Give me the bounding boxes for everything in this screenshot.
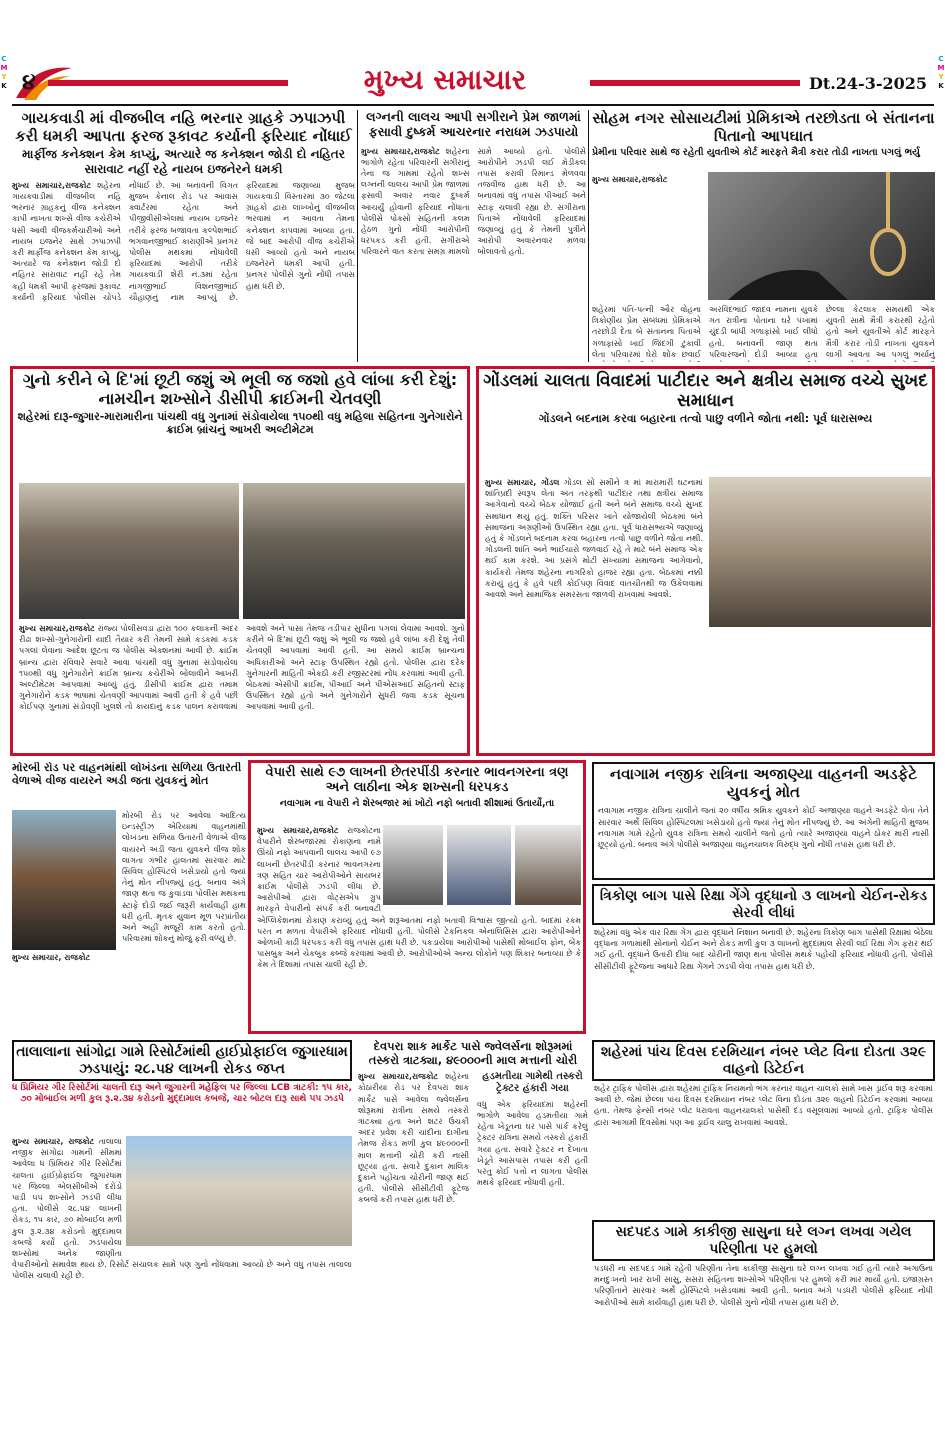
article-text: શહેરના કોઠારીયા રોડ પર દેવપરા શાક માર્કેટ પાસે આવેલા જ્વેલર્સના શોરૂમમાં રાત્રીના સમયે તસ્કરો ત્રાટક્યા હતા અને શટર ઉંચકી અંદર પ્રવેશ કરી ચાંદીના દાગીના તેમજ રોકડ મળી કુલ ૪૯૦૦૦ની માલ મત્તાની ચોરી કરી નાસી છૂટ્યા હતા. સવારે દુકાન માલિક દુકાને પહોંચતા ચોરીની જાણ થઈ હતી. પોલીસે સીસીટીવી ફૂટેજ કબજે કરી તપાસ હાથ ધરી છે. (358, 1072, 469, 1205)
subheadline: હડમતીયા ગામેથી તસ્કરો ટ્રેક્ટર હંકારી ગયા (482, 1071, 583, 1094)
article-body (592, 176, 935, 362)
article-text: રાજકોટના વેપારીને શેરબજારમાં રોકાણના નામે ઊંચો નફો આપવાની લાલચ આપી ૯૭ લાખની છેતરપીંડી કરનાર ભાવનગરના ત્રણ સહિત ચાર આરોપીઓને સાયબર ક્રાઈમ પોલીસે ઝડપી લીધા છે. આરોપીઓ દ્વારા વોટ્સએપ ગ્રુપ મારફતે વેપારીનો સંપર્ક કરી બનાવટી એપ્લિકેશનમાં રોકાણ કરાવ્યું હતું અને શરૂઆતમાં નફો બતાવી વિશ્વાસ જીત્યો હતો. બાદમાં રકમ પરત ન મળતા વેપારીએ ફરિયાદ નોંધાવી હતી. પોલીસે ટેકનિકલ એનાલિસિસ દ્વારા આરોપીઓને ઓળખી કાઢી ધરપકડ કરી વધુ તપાસ હાથ ધરી છે. પકડાયેલા આરોપીઓ પાસેથી મોબાઈલ ફોન, બેંક પાસબુક અને ચેકબુક કબ્જે કરવામાં આવી છે. આરોપીઓએ અન્ય લોકોને પણ શિકાર બનાવ્યા છે કે કેમ તે દિશામાં તપાસ ચાલી રહી છે. (257, 826, 581, 970)
article-body: પડધરી ના સદપદડ ગામે રહેતી પરિણીતા તેના કાકીજી સાસુના ઘરે લગ્ન લખવા ગઈ હતી ત્યારે અગાઉના મનદુઃખનો ખાર રાખી સાસુ, સસરા સહિતના શખ્સોએ પરિણીતા પર હુમલો કરી માર માર્યો હતો. ઇજાગ્રસ્ત પરિણીતાને સારવાર અર્થે હોસ્પિટલે ખસેડવામાં આવી હતી. બનાવ અંગે પડધરી પોલીસે ફરિયાદ નોંધી આરોપીઓ સામે કાર્યવાહી હાથ ધરી છે. પોલીસે ગુનો નોંધી તપાસ હાથ ધરી છે. (594, 1264, 933, 1307)
article-body: શહેર ટ્રાફિક પોલીસ દ્વારા શહેરમાં ટ્રાફિક નિયમનો ભંગ કરનાર વાહન ચાલકો સામે ખાસ ડ્રાઈવ શરૂ કરવામાં આવી છે. જેમાં છેલ્લા પાંચ દિવસ દરમિયાન નંબર પ્લેટ વિના દોડતા ૩૨૯ વાહનો ડિટેઈન કરવામાં આવ્યા હતા. તેમજ ફેન્સી નંબર પ્લેટ ધરાવતા વાહનચાલકો પાસેથી દંડ વસૂલવામાં આવ્યો હતો. ટ્રાફિક પોલીસ દ્વારા આગામી દિવસોમાં પણ આ ડ્રાઈવ ચાલુ રાખવામાં આવશે. (594, 1084, 933, 1127)
article-text: શહેરના ભાગોળે રહેતા પરિવારની સગીરાનું તેના જ ગામમાં રહેતો શખ્સ લગ્નની લાલચ આપી પ્રેમ જાળમાં ફસાવી અવાર નવાર દુષ્કર્મ આચર્યું હોવાની ફરિયાદ નોંધાતા પોલીસે પોક્સો સહિતની કલમ હેઠળ ગુનો નોંધી આરોપીની ધરપકડ કરી હતી. સગીરાએ પરિવારને વાત કરતા સમગ્ર મામલો સામે આવ્યો હતો. પોલીસે આરોપીને ઝડપી લઈ મેડીકલ તપાસ કરાવી રિમાન્ડ મેળવવા તજવીજ હાથ ધરી છે. આ બનાવમાં વધુ તપાસ પીઆઈ અને સ્ટાફ ચલાવી રહ્યા છે. સગીરાના પિતાએ નોંધાવેલી ફરિયાદમાં જણાવ્યું હતું કે તેમની પુત્રીને આરોપી અવારનવાર મળવા બોલાવતો હતો. (361, 146, 586, 257)
page-number: ૪ (22, 70, 36, 95)
article-body (485, 477, 931, 751)
article-text: ગોંડલ સો સમીને ત્ર માં મારામારી ઘટનામાં શાંતિપ્રદી સ્વરૂપ લેતા અંત તરફથી પાટીદાર તથા ક્ષત્રીય સમાજ આગેવાનો વચ્ચે બેઠક યોજાઈ હતી અને બંને સમાજ વચ્ચે સુખદ સમાધાન થયું હતું. શક્તિ પરિસર ખાતે યોજાયેલી બેઠકમાં બંને સમાજના અગ્રણીઓ ઉપસ્થિત રહ્યા હતા. પૂર્વ ધારાસભ્યએ જણાવ્યું હતું કે ગોંડલને બદનામ કરવા બહારના તત્વો પાછુ વળીને જોતા નથી. ગોંડલની શાંતિ અને ભાઈચારો જળવાઈ રહે તે માટે બંને સમાજ એક થઈ કામ કરશે. આ પ્રસંગે મોટી સંખ્યામાં સમાજના આગેવાનો, કાર્યકરો તેમજ શહેરના નાગરિકો હાજર રહ્યા હતા. બેઠકમાં નક્કી કરાયું હતું કે હવે પછી કોઈપણ વિવાદ વાતચીતથી જ ઉકેલવામાં આવશે અને સામાજિક સમરસતા જાળવી રાખવામાં આવશે. (485, 478, 703, 600)
story-minor-assault (361, 110, 586, 362)
reg-mark: K (938, 82, 944, 90)
reg-mark: Y (1, 73, 7, 81)
article-body (12, 1136, 352, 1402)
victim-photo (12, 810, 116, 950)
story-sadpadad-attack (592, 1220, 935, 1400)
story-97-lakh-fraud (248, 760, 586, 1034)
story-electricity-bill (12, 110, 355, 362)
reg-marks-left (0, 55, 8, 91)
article-text: શહેરમાં પતિ-પત્ની ઔર વોહના ત્રિકોણીય પ્રેમ સંબંધમાં પ્રેમિકાએ તરછોડી દેતા બે સંતાનના પિતાએ ગળાફાંસો ખાઈ જિંદગી ટુંકાવી લેતા પરિવારમાં ઘેરો શોક છવાઈ અરવિંદભાઈ જાદવ નામના યુવકે ગત રાત્રીના પોતાના ઘરે પંખામાં ચુંદડી બાંધી ગળાફાંસો ખાઈ લીધો હતો. બનાવની જાણ થતા પરિવારજનો દોડી આવ્યા હતા છેલ્લા કેટલાક સમયથી એક યુવતી સાથે મૈત્રી કરારથી રહેતો હતો અને યુવતીએ કોર્ટ મારફતે મૈત્રી કરાર તોડી નાખતા યુવકને લાગી આવતા આ પગલું ભર્યાનું (592, 305, 935, 359)
reg-mark: C (1, 55, 7, 63)
dateline: મુખ્ય સમાચાર,રાજકોટ (592, 175, 668, 184)
dateline: મુખ્ય સમાચાર,રાજકોટ (19, 624, 95, 633)
masthead-stripe-left (48, 80, 288, 86)
reg-mark: K (1, 82, 7, 90)
story-trikon-baug-theft (592, 884, 935, 1036)
dateline: મુખ્ય સમાચાર,રાજકોટ (361, 146, 440, 156)
article-body (361, 146, 586, 258)
article-body: નવાગામ નજીક રાત્રિના ચાલીને જતાં ૨૦ વર્ષીય શ્રમિક યુવકને કોઈ અજાણ્યા વાહને અડફેટે લેતા તેને સારવાર અર્થે સિવિલ હોસ્પિટલમાં ખસેડાયો હતો જ્યાં તેનું મોત નીપજ્યું છે. આ અંગેની માહિતી મુજબ નવાગામ ગામે રહેતો યુવક રાત્રિના સમયે ચાલીને જતો હતો ત્યારે અજાણ્યા વાહને ઠોકર મારી નાસી છૂટ્યો હતો. બનાવ અંગે પોલીસે અજાણ્યા વાહનચાલક વિરુદ્ધ ગુનો નોંધી તપાસ હાથ ધરી છે. (598, 806, 929, 849)
article-text: વધુ એક ફરિયાદમાં શહેરની ભાગોળે આવેલા હડમતીયા ગામે રહેતા ખેડૂતના ઘર પાસે પાર્ક કરેલું ટ્રેક્ટર રાત્રિના સમયે તસ્કરો હંકારી ગયા હતા. સવારે ટ્રેક્ટર ન દેખાતા ખેડૂતે આસપાસ તપાસ કરી હતી પરંતુ કોઈ પત્તો ન લાગતા પોલીસ મથકે ફરિયાદ નોંધાવી હતી. (477, 1099, 588, 1188)
reg-marks-right (937, 55, 945, 91)
article-text: તાલાલા નજીક સાંગોદ્રા ગામની સીમમાં આવેલા ધ પ્રિમિયર ગીર રિસોર્ટમાં ચાલતા હાઈપ્રોફાઈલ જુગારધામ પર જિલ્લા એલસીબીએ દરોડો પાડી ૫૫ શખ્સોને ઝડપી લીધા હતા. પોલીસે ૨૮.૫૪ લાખની રોકડ, ૧૫ કાર, ૭૦ મોબાઈલ મળી કુલ રૂ.૨.૩૪ કરોડનો મુદ્દામાલ કબજે કર્યો હતો. ઝડપાયેલા શખ્સોમાં અનેક જાણીતા વેપારીઓનો સમાવેશ થાય છે. રિસોર્ટ સંચાલક સામે પણ ગુનો નોંધવામાં આવ્યો છે અને વધુ તપાસ તાલાલા પોલીસ ચલાવી રહી છે. (12, 1137, 352, 1281)
dateline: મુખ્ય સમાચાર, ગોંડલ (485, 478, 560, 487)
story-devpara-jewellers-theft (358, 1040, 588, 1402)
subheadline: નવાગામ ના વેપારી ને શેરબજાર માં ખોટો નફો બતાવી શીશામાં ઉતાર્યો,તા (279, 797, 555, 809)
highlight-bar: ધ પ્રિમિયર ગીર રિસોર્ટમાં ચાલતી દારૂ અને જુગારની મહેફિલ પર જિલ્લા LCB ત્રાટકી: ૧૫ કાર, ૭૦ મોબાઈલ મળી કુલ રૂ.૨.૩૪ કરોડનો મુદ્દામાલ કબજે, ચાર બોટલ દારૂ સાથે ૫૫ ઝડપે (12, 1083, 352, 1104)
headline: નવાગામ નજીક રાત્રિના અજાણ્યા વાહનની અડફેટે યુવકનું મોત (609, 765, 918, 801)
criminals-photo-right (243, 483, 465, 619)
article-body: મોરબી રોડ પર આવેલા આદિત્ય ઇન્ડસ્ટ્રીઝ એરિયામાં વાહનમાંથી લોખંડના સળિયા ઉતારતી વેળાએ વીજ વાયરને અડી જતા યુવકને વીજ શોક લાગતા ગંભીર હાલતમાં સારવાર માટે સિવિલ હોસ્પિટલે ખસેડાયો હતો જ્યાં તેનું મોત નીપજ્યું હતું. બનાવ અંગે જાણ થતા જ કુવાડવા પોલીસ મથકના સ્ટાફે દોડી જઈ જરૂરી કાર્યવાહી હાથ ધરી હતી. મૃતક યુવાન મૂળ પરપ્રાંતીય અને અહીં મજૂરી કામ કરતો હતો. પરિવારમાં શોકનું મોજું ફરી વળ્યું છે. (122, 811, 246, 944)
article-body (12, 180, 355, 303)
headline: ગાયકવાડી માં વીજબીલ નહિ ભરનાર ગ્રાહકે ઝપાઝપી કરી ધમકી આપતા ફરજ રૂકાવટ કર્યાની ફરિયાદ નોંધાઈ (15, 110, 352, 145)
subheadline: શહેરમાં દારૂ-જુગાર-મારામારીના પાંચથી વધુ ગુનામાં સંડોવાયેલા ૧૫૦થી વધુ મહિલા સહિતના ગુનેગારોને ક્રાઈમ બ્રાંચનું આખરી અલ્ટીમેટમ (17, 409, 463, 436)
story-soham-nagar-suicide (592, 110, 935, 362)
reg-mark: Y (938, 73, 944, 81)
headline: સદપદડ ગામે કાકીજી સાસુના ઘરે લગ્ન લખવા ગયેલ પરિણીતા પર હુમલો (592, 1220, 935, 1261)
photo-caption: મુખ્ય સમાચાર, રાજકોટ (12, 953, 91, 962)
headline: દેવપરા શાક માર્કેટ પાસે જ્વેલર્સના શોરૂમમાં તસ્કરો ત્રાટક્યા, ૪૯૦૦૦ની માલ મત્તાની ચોરી (368, 1040, 578, 1067)
reg-mark: C (938, 55, 944, 63)
subheadline: પ્રેમીના પરિવાર સાથે જ રહેતી યુવતીએ કોર્ટ મારફતે મૈત્રી કરાર તોડી નાખતા પગલું ભર્યુ (592, 147, 920, 159)
article-text: રાજ્ય પોલીસવડા દ્વારા ૧૦૦ કલાકની અંદર રીઢા શખ્સો-ગુનેગારોની યાદી તૈયાર કરી તેમની સામે કડકમાં કડક પગલાં લેવાના આદેશ છૂટતા જ પોલીસ એક્શનમાં આવી છે. ક્રાઈમ બ્રાન્ચ દ્વારા રવિવારે સવારે આવા પાંચથી વધુ ગુનામાં સંડોવાયેલા ૧૫૦થી વધુ ગુનેગારોને ક્રાઈમ બ્રાન્ચ કચેરીએ બોલાવીને આખરી અલ્ટીમેટમ આપવામાં આવ્યું હતું. ડીસીપી ક્રાઈમ દ્વારા તમામ ગુનેગારોને કડક ભાષામાં ચેતવણી આપવામાં આવી હતી કે હવે પછી કોઈપણ ગુનામાં સંડોવણી ખુલશે તો કાયદાનું કડક પાલન કરાવવામાં આવશે અને પાસા તેમજ તડીપાર સુધીના પગલાં લેવામાં આવશે. ગુનો કરીને બે દિ'માં છૂટી જશું એ ભૂલી જ જશો હવે લાંબા કરી દેશું તેવી ચેતવણી આપવામાં આવી હતી. આ સમયે ક્રાઈમ બ્રાન્ચના અધિકારીઓ અને સ્ટાફ ઉપસ્થિત રહ્યો હતો. પોલીસ દ્વારા દરેક ગુનેગારની માહિતી એકઠી કરી રજીસ્ટરમાં નોંધ કરવામાં આવી હતી. બેઠકમાં એસીપી ક્રાઈમ, પીઆઈ અને પીએસઆઈ સહિતનો સ્ટાફ ઉપસ્થિત રહ્યો હતો અને ગુનેગારોને સુધરી જવા કડક સૂચના આપવામાં આવી હતી. (19, 624, 465, 712)
column-rule (357, 110, 358, 362)
story-gondal-settlement (476, 366, 935, 756)
story-talala-gambling (12, 1040, 352, 1402)
dateline: મુખ્ય સમાચાર,રાજકોટ (257, 826, 339, 835)
headline: શહેરમાં પાંચ દિવસ દરમિયાન નંબર પ્લેટ વિના દોડતા ૩૨૯ વાહનો ડિટેઈન (592, 1040, 935, 1081)
headline: વેપારી સાથે ૯૭ લાખની છેતરપીંડી કરનાર ભાવનગરના ત્રણ અને લાઠીના એક શખ્સની ધરપકડ (265, 765, 569, 796)
headline: મોરબી રોડ પર વાહનમાંથી લોખંડના સળિયા ઉતારતી વેળાએ વીજ વાયરને અડી જતા યુવકનું મોત (12, 762, 242, 787)
headline: તાલાલાના સાંગોદ્રા ગામે રિસોર્ટમાંથી હાઈપ્રોફાઈલ જુગારધામ ઝડપાયું: ૨૮.૫૪ લાખની રોકડ જપ્ત (12, 1040, 352, 1081)
reg-mark: M (0, 64, 8, 72)
masthead-rule (12, 104, 934, 106)
article-body (358, 1071, 588, 1389)
article-body (257, 825, 581, 1031)
headline: ગોંડલમાં ચાલતા વિવાદમાં પાટીદાર અને ક્ષત્રીય સમાજ વચ્ચે સુખદ સમાધાન (483, 371, 928, 412)
column-rule (588, 110, 589, 362)
dateline: મુખ્ય સમાચાર, રાજકોટ (12, 1137, 95, 1146)
article-text: શહેરના ગાયકવાડીમાં વીજબીલ નહિ ભરનાર ગ્રાહકનું વીજ કનેક્શન કાપી નાખતા શખ્સે વીજ કચેરીએ ધસી આવી વીજકર્મચારીઓ અને નાયબ ઇજનેર સાથે ઝપાઝપી કરી માર્ફીજ કનેક્શન કેમ કાપ્યું, અત્યારે જ કનેક્શન જોડી દો નહિતર સારાવાટ નહીં રહે તેમ કહી ધમકી આપી ફરજમાં રૂકાવટ કર્યાની ફરિયાદ પોલીસ ચોપડે નોંધાઈ છે. આ બનાવની વિગત મુજબ કેનાલ રોડ પર આવાસ ક્વાર્ટરમાં રહેતા અને પીજીવીસીએલમાં નાયબ ઇજનેર તરીકે ફરજ બજાવતા કલ્પેશભાઈ ભગવાનજીભાઈ કારાણીએ પ્રનગર પોલીસ મથકમાં નોંધાવેલી ફરિયાદમાં આરોપી તરીકે ગાયકવાડી શેરી નં.૩માં રહેતા નાગજીભાઈ વિશનજીભાઈ ચૌહાણનું નામ આપ્યું છે. ફરિયાદમાં જણાવ્યા મુજબ ગાયકવાડી વિસ્તારમાં ૩૦ જેટલા ગ્રાહકો દ્વારા લાખ્ખોનું વીજબીલ ભરવામાં ન આવતા તેમના કનેક્શન કાપવામાં આવ્યા હતા. જે બાદ આરોપી વીજ કચેરીએ ધસી આવ્યો હતો અને નાયબ ઇજનેરને ધમકી આપી હતી. પ્રનગર પોલીસે ગુનો નોંધી તપાસ હાથ ધરી છે. (12, 180, 355, 302)
headline: સોહમ નગર સોસાયટીમાં પ્રેમિકાએ તરછોડતા બે સંતાનના પિતાનો આપઘાત (592, 110, 935, 145)
headline: ત્રિકોણ બાગ પાસે રિક્ષા ગેંગે વૃદ્ધાનો ૩ લાખનો ચેઈન-રોકડ સેરવી લીધાં (592, 884, 935, 925)
subheadline: ગોંડલને બદનામ કરવા બહારના તત્વો પાછુ વળીને જોતા નથી: પૂર્વ ધારાસભ્ય (538, 412, 873, 426)
article-body (19, 623, 465, 751)
criminals-photo-left (19, 483, 239, 619)
article-body: શહેરમાં વધુ એક વાર રિક્ષા ગેંગ દ્વારા વૃદ્ધાને નિશાન બનાવી છે. શહેરના ત્રિકોણ બાગ પાસેથી રિક્ષામાં બેઠેલા વૃદ્ધાના ગળામાંથી સોનાનો ચેઈન અને રોકડ મળી કુલ ૩ લાખનો મુદ્દામાલ સેરવી લઈ રિક્ષા ગેંગ ફરાર થઈ ગઈ હતી. વૃદ્ધાને ઉતારી દીધા બાદ ચોરીની જાણ થતા પોલીસ મથકે પહોંચી ફરિયાદ નોંધાવી હતી. પોલીસે સીસીટીવી ફૂટેજના આધારે રિક્ષા ગેંગને ઝડપી લેવા તપાસ હાથ ધરી છે. (594, 928, 933, 971)
issue-date: Dt.24-3-2025 (808, 74, 927, 93)
section-title: મુખ્ય સમાચાર (300, 62, 590, 98)
story-vehicles-detained (592, 1040, 935, 1216)
reg-mark: M (937, 64, 945, 72)
headline: ગુનો કરીને બે દિ'માં છૂટી જશું એ ભૂલી જ જશો હવે લાંબા કરી દેશું: નામચીન શખ્સોને ડીસીપી ક્રાઈમની ચેતવણી (22, 370, 458, 408)
dateline: મુખ્ય સમાચાર,રાજકોટ (358, 1072, 438, 1082)
subheadline: માર્ફીજ કનેક્શન કેમ કાપ્યું, અત્યારે જ કનેક્શન જોડી દો નહિતર સારાવાટ નહીં રહે નાયબ ઇજનેરને ધમકી (22, 147, 345, 176)
story-dcp-warning (10, 366, 470, 756)
story-navagam-accident (592, 762, 935, 880)
headline: લગ્નની લાલચ આપી સગીરાને પ્રેમ જાળમાં ફસાવી દુષ્કર્મ આચરનાર નરાધમ ઝડપાયો (366, 110, 581, 139)
dateline: મુખ્ય સમાચાર,રાજકોટ (12, 180, 91, 190)
story-morbi-road-death (12, 762, 246, 1032)
